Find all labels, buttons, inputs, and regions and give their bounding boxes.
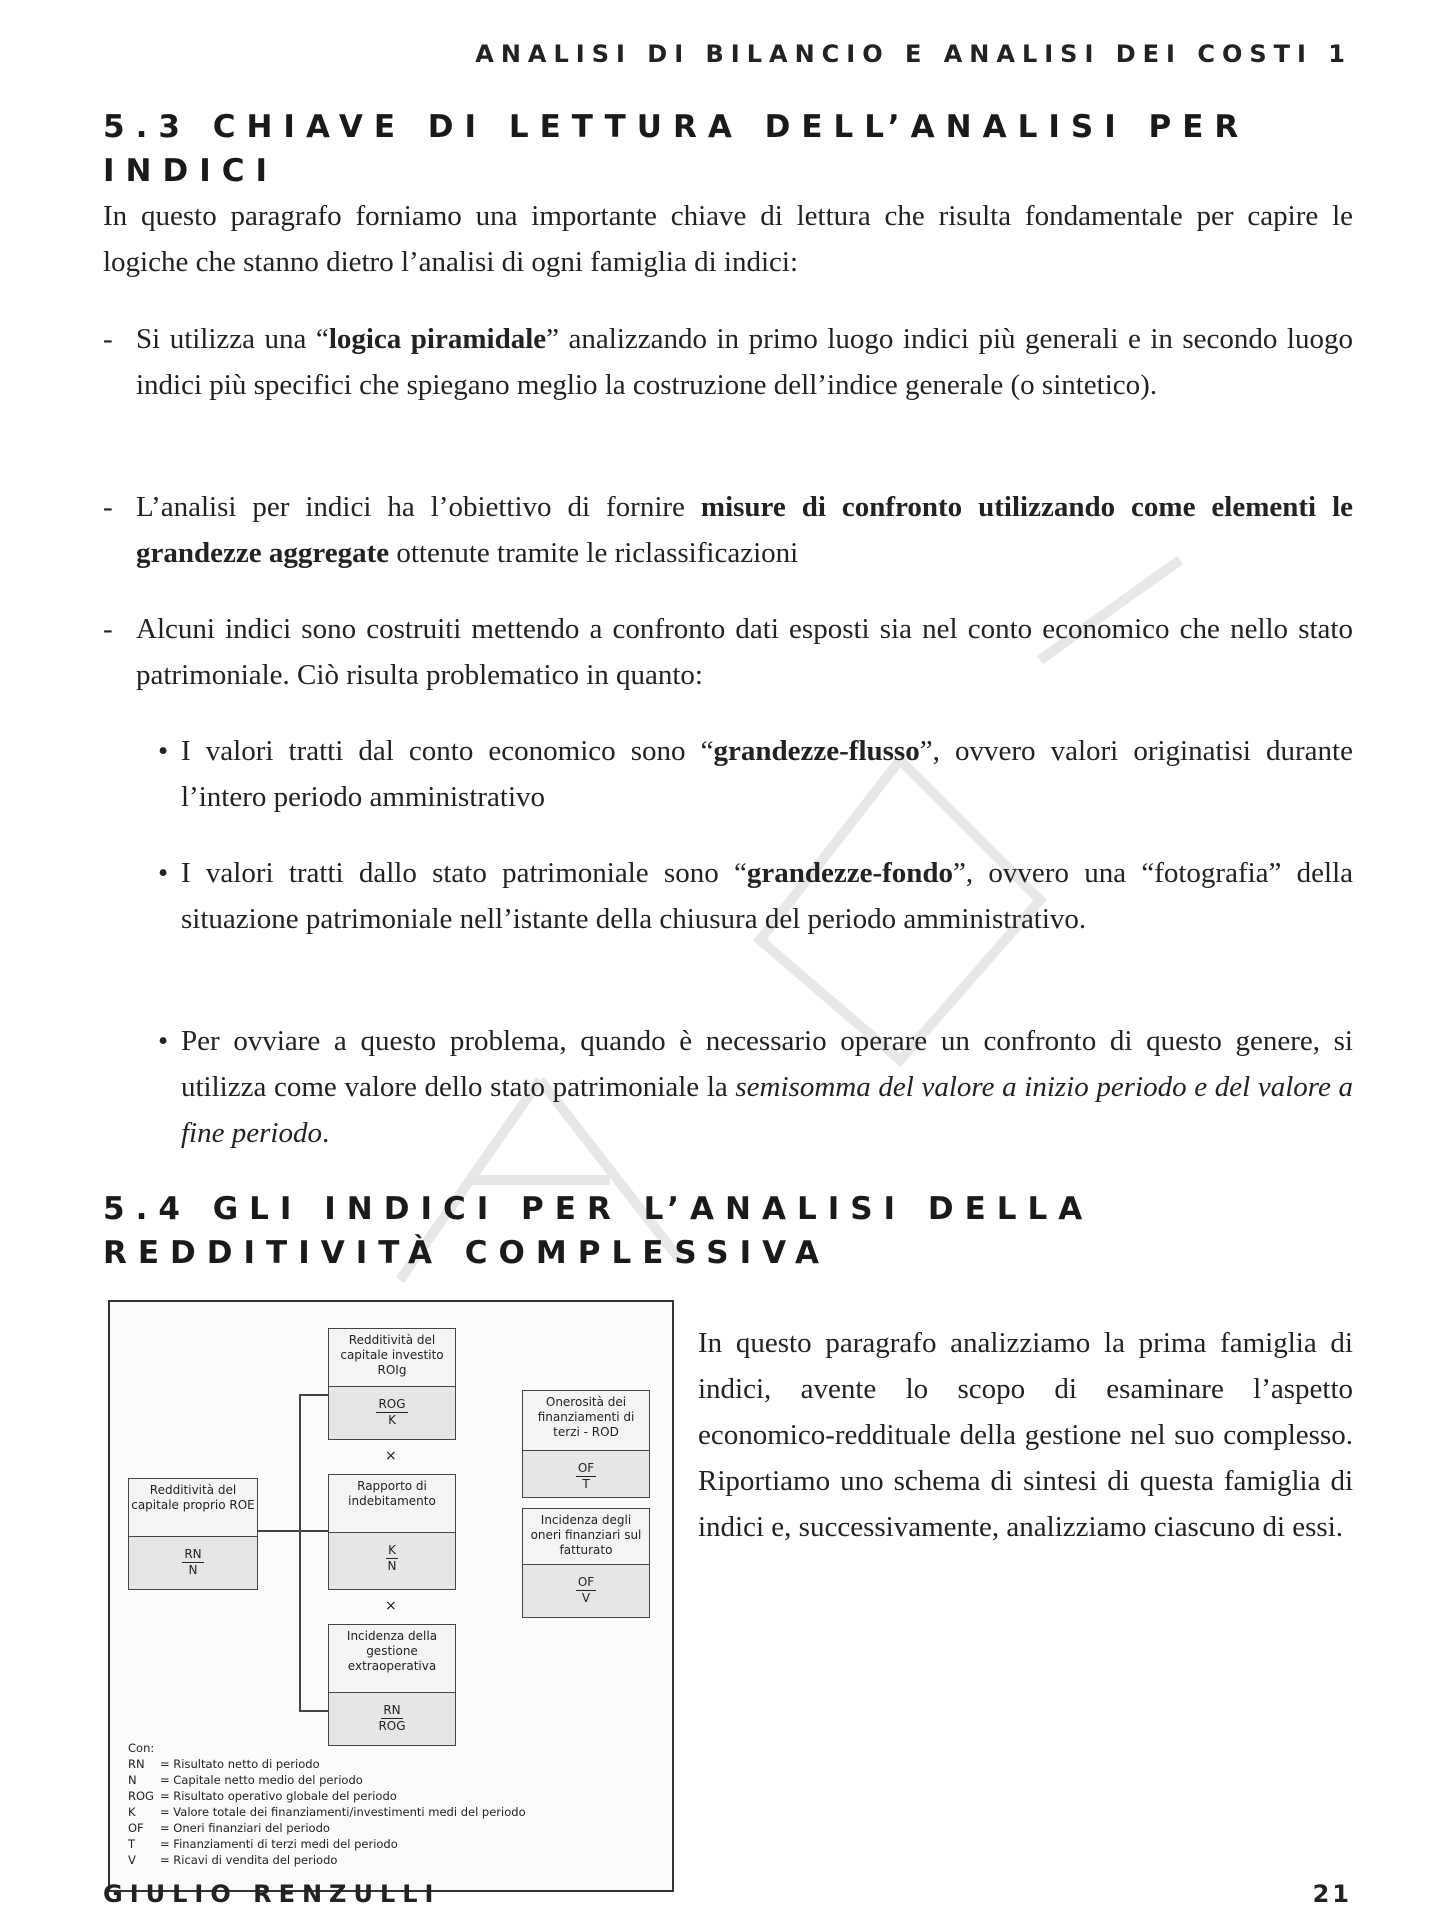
fraction	[523, 1564, 649, 1617]
page-number: 21	[1312, 1880, 1352, 1908]
box-label: Redditività del capitale investito ROIg	[340, 1333, 444, 1377]
section-5-4-paragraph: In questo paragrafo analizziamo la prima famiglia di indici, avente lo scopo di esaminare l’aspetto economico-reddituale della gestione nel suo complesso. Riportiamo uno schema di sintesi di questa famiglia di indici e, successivamente, analizziamo ciascuno di essi.	[698, 1327, 1353, 1543]
box-rod	[522, 1390, 650, 1498]
box-label: Rapporto di indebitamento	[348, 1479, 436, 1508]
section-title-5-3: 5.3 CHIAVE DI LETTURA DELL’ANALISI PER INDICI	[103, 109, 1250, 189]
sub-bullet-text: I valori tratti dal conto economico sono “	[181, 735, 714, 767]
bullet-bold-text: logica piramidale	[328, 323, 547, 355]
sub-bullet-grandezze-flusso	[181, 728, 1353, 820]
sub-bullet-marker: •	[158, 1025, 169, 1057]
fraction-numerator: K	[388, 1543, 396, 1557]
fraction-numerator: ROG	[378, 1397, 406, 1411]
legend-row	[128, 1788, 526, 1804]
sub-bullet-text: .	[321, 1117, 330, 1149]
legend-row	[128, 1804, 526, 1820]
legend-value: = Ricavi di vendita del periodo	[160, 1853, 338, 1867]
legend-key: T	[128, 1837, 136, 1851]
legend-key: V	[128, 1853, 136, 1867]
sub-bullet-text: Per ovviare a questo problema, quando è necessario operare un confronto di questo genere, si utilizza come valore dello stato patrimoniale la	[181, 1025, 1353, 1103]
legend-row	[128, 1820, 526, 1836]
fraction	[329, 1692, 455, 1745]
legend-value: = Risultato operativo globale del periodo	[160, 1789, 397, 1803]
bullet-marker: -	[103, 491, 113, 523]
connector-line	[299, 1710, 329, 1712]
legend-value: = Valore totale dei finanziamenti/investimenti medi del periodo	[160, 1805, 526, 1819]
fraction-numerator: OF	[577, 1461, 595, 1475]
multiply-sign: ×	[385, 1598, 397, 1614]
box-incidenza-oneri	[522, 1508, 650, 1618]
bullet-text: ottenute tramite le riclassificazioni	[389, 537, 799, 569]
fraction	[129, 1536, 257, 1589]
bullet-indici-costruiti: Alcuni indici sono costruiti mettendo a confronto dati esposti sia nel conto economico che nello stato patrimoniale. Ciò risulta problematico in quanto:	[136, 613, 1353, 691]
box-roe	[128, 1478, 258, 1590]
fraction	[329, 1386, 455, 1439]
box-label: Incidenza degli oneri finanziari sul fatturato	[530, 1513, 642, 1557]
legend-row	[128, 1836, 526, 1852]
fraction-denominator: T	[582, 1477, 590, 1491]
sub-bullet-marker: •	[158, 857, 169, 889]
legend-value: = Capitale netto medio del periodo	[160, 1773, 363, 1787]
footer-author: GIULIO RENZULLI	[103, 1880, 441, 1908]
legend-key: N	[128, 1773, 137, 1787]
bullet-marker: -	[103, 613, 113, 645]
fraction-numerator: RN	[184, 1547, 202, 1561]
box-label: Redditività del capitale proprio ROE	[131, 1483, 255, 1512]
connector-line	[299, 1394, 329, 1396]
fraction-numerator: RN	[383, 1703, 401, 1717]
bullet-logica-piramidale	[136, 316, 1353, 408]
fraction-denominator: K	[388, 1413, 396, 1427]
box-roi	[328, 1328, 456, 1440]
sub-bullet-italic-text: semisomma del valore a inizio periodo e del valore a fine periodo	[181, 1071, 1353, 1149]
legend-row	[128, 1756, 526, 1772]
legend-key: ROG	[128, 1789, 154, 1803]
sub-bullet-bold-text: grandezze-fondo	[746, 857, 954, 889]
fraction	[329, 1532, 455, 1589]
box-extraoperativa	[328, 1624, 456, 1746]
diagram-legend	[128, 1740, 526, 1868]
bullet-text: Si utilizza una “	[136, 323, 329, 355]
legend-row	[128, 1772, 526, 1788]
legend-key: K	[128, 1805, 136, 1819]
legend-title: Con:	[128, 1741, 155, 1755]
sub-bullet-marker: •	[158, 735, 169, 767]
fraction	[523, 1450, 649, 1497]
sub-bullet-bold-text: grandezze-flusso	[713, 735, 920, 767]
sub-bullet-text: I valori tratti dallo stato patrimoniale sono “	[181, 857, 747, 889]
box-leverage	[328, 1474, 456, 1590]
legend-value: = Finanziamenti di terzi medi del periodo	[160, 1837, 398, 1851]
connector-line	[299, 1394, 301, 1710]
bullet-text: ” analizzando in primo luogo indici più generali e in secondo luogo indici più specifici che spiegano meglio la costruzione dell’indice generale (o sintetico).	[136, 323, 1353, 401]
fraction-denominator: ROG	[378, 1719, 406, 1733]
fraction-denominator: V	[581, 1591, 591, 1605]
bullet-bold-text: misure di confronto utilizzando come elementi le grandezze aggregate	[136, 491, 1353, 569]
fraction-denominator: N	[387, 1559, 397, 1573]
legend-value: = Oneri finanziari del periodo	[160, 1821, 330, 1835]
intro-paragraph: In questo paragrafo forniamo una importante chiave di lettura che risulta fondamentale per capire le logiche che stanno dietro l’analisi di ogni famiglia di indici:	[103, 200, 1353, 278]
roe-decomposition-diagram	[108, 1300, 674, 1892]
legend-key: RN	[128, 1757, 145, 1771]
legend-row	[128, 1852, 526, 1868]
sub-bullet-text: ”, ovvero valori originatisi durante l’intero periodo amministrativo	[181, 735, 1353, 813]
fraction-numerator: OF	[577, 1575, 595, 1589]
multiply-sign: ×	[385, 1448, 397, 1464]
bullet-marker: -	[103, 323, 113, 355]
bullet-misure-confronto	[136, 484, 1353, 576]
box-label: Onerosità dei finanziamenti di terzi - ROD	[537, 1395, 635, 1439]
section-title-5-4: 5.4 GLI INDICI PER L’ANALISI DELLA REDDITIVITÀ COMPLESSIVA	[103, 1191, 1094, 1271]
legend-key: OF	[128, 1821, 144, 1835]
legend-value: = Risultato netto di periodo	[160, 1757, 320, 1771]
sub-bullet-semisomma	[181, 1018, 1353, 1156]
sub-bullet-grandezze-fondo	[181, 850, 1353, 942]
box-label: Incidenza della gestione extraoperativa	[346, 1629, 438, 1673]
bullet-text: L’analisi per indici ha l’obiettivo di fornire	[136, 491, 701, 523]
running-header: ANALISI DI BILANCIO E ANALISI DEI COSTI 1	[475, 40, 1352, 68]
sub-bullet-text: ”, ovvero una “fotografia” della situazione patrimoniale nell’istante della chiusura del periodo amministrativo.	[181, 857, 1354, 935]
fraction-denominator: N	[188, 1563, 198, 1577]
